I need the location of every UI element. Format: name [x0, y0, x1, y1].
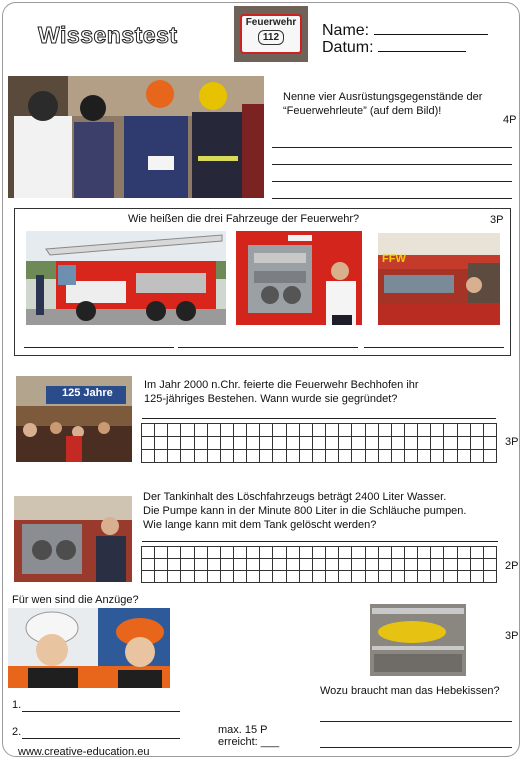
grid-cell[interactable] [247, 450, 260, 463]
grid-cell[interactable] [366, 571, 379, 583]
grid-cell[interactable] [352, 450, 365, 463]
grid-cell[interactable] [208, 559, 221, 571]
grid-cell[interactable] [484, 437, 497, 450]
grid-cell[interactable] [181, 559, 194, 571]
footer-url: www.creative-education.eu [18, 746, 150, 758]
q4-text-line2: Die Pumpe kann in der Minute 800 Liter in die Schläuche pumpen. [143, 505, 467, 517]
grid-cell[interactable] [155, 437, 168, 450]
grid-cell[interactable] [471, 450, 484, 463]
q2-ffw-sign-text: FFW [382, 253, 406, 265]
anniversary-celebration-photo [16, 376, 132, 462]
grid-cell[interactable] [181, 450, 194, 463]
grid-cell[interactable] [444, 547, 457, 559]
grid-cell[interactable] [379, 424, 392, 437]
grid-cell[interactable] [181, 437, 194, 450]
grid-cell[interactable] [300, 450, 313, 463]
grid-cell[interactable] [142, 424, 155, 437]
grid-cell[interactable] [208, 571, 221, 583]
q4-text-line1: Der Tankinhalt des Löschfahrzeugs beträgt 2400 Liter Wasser. [143, 491, 447, 503]
grid-cell[interactable] [234, 559, 247, 571]
max-points-label: max. 15 P [218, 724, 268, 736]
grid-cell[interactable] [379, 559, 392, 571]
grid-cell[interactable] [208, 437, 221, 450]
grid-cell[interactable] [366, 424, 379, 437]
grid-cell[interactable] [195, 450, 208, 463]
grid-cell[interactable] [208, 450, 221, 463]
grid-cell[interactable] [221, 571, 234, 583]
grid-cell[interactable] [300, 437, 313, 450]
emergency-number-sign-photo [234, 6, 308, 62]
grid-cell[interactable] [444, 450, 457, 463]
q3-text-line2: 125-jähriges Bestehen. Wann wurde sie gegründet? [144, 393, 398, 405]
q1-answer-line-4[interactable] [272, 198, 512, 199]
grid-cell[interactable] [392, 437, 405, 450]
q1-text-line2: “Feuerwehrleute” (auf dem Bild)! [283, 105, 442, 117]
grid-cell[interactable] [379, 571, 392, 583]
grid-cell[interactable] [405, 559, 418, 571]
grid-cell[interactable] [418, 571, 431, 583]
grid-cell[interactable] [392, 571, 405, 583]
date-input-line[interactable] [378, 37, 466, 52]
grid-cell[interactable] [300, 547, 313, 559]
grid-cell[interactable] [287, 424, 300, 437]
grid-cell[interactable] [300, 559, 313, 571]
grid-cell[interactable] [352, 437, 365, 450]
grid-cell[interactable] [339, 547, 352, 559]
sign-number: 112 [258, 30, 284, 45]
grid-cell[interactable] [168, 450, 181, 463]
fire-vehicle-photo [378, 233, 500, 325]
grid-cell[interactable] [326, 450, 339, 463]
grid-cell[interactable] [260, 424, 273, 437]
grid-cell[interactable] [168, 437, 181, 450]
grid-cell[interactable] [418, 547, 431, 559]
grid-cell[interactable] [431, 547, 444, 559]
grid-cell[interactable] [484, 424, 497, 437]
grid-cell[interactable] [431, 450, 444, 463]
grid-cell[interactable] [484, 571, 497, 583]
grid-cell[interactable] [221, 424, 234, 437]
q2-answer-line-1[interactable] [24, 347, 174, 348]
grid-cell[interactable] [326, 424, 339, 437]
grid-cell[interactable] [273, 450, 286, 463]
grid-cell[interactable] [471, 547, 484, 559]
fire-truck-equipment-photo [236, 231, 362, 325]
q5-answer-1 [12, 698, 21, 712]
grid-cell[interactable] [195, 424, 208, 437]
grid-cell[interactable] [458, 571, 471, 583]
grid-cell[interactable] [313, 424, 326, 437]
q5-text: Für wen sind die Anzüge? [12, 594, 139, 606]
q1-answer-line-2[interactable] [272, 164, 512, 165]
firefighters-equipment-photo [8, 76, 264, 198]
name-input-line[interactable] [374, 20, 488, 35]
grid-cell[interactable] [142, 559, 155, 571]
lifting-cushion-photo [370, 604, 466, 676]
grid-cell[interactable] [234, 424, 247, 437]
grid-cell[interactable] [405, 424, 418, 437]
grid-cell[interactable] [221, 450, 234, 463]
grid-cell[interactable] [247, 559, 260, 571]
q4-text [143, 490, 466, 532]
grid-cell[interactable] [326, 571, 339, 583]
grid-cell[interactable] [287, 571, 300, 583]
grid-cell[interactable] [313, 437, 326, 450]
grid-cell[interactable] [195, 571, 208, 583]
grid-cell[interactable] [405, 547, 418, 559]
grid-cell[interactable] [444, 559, 457, 571]
grid-cell[interactable] [484, 450, 497, 463]
q1-text [283, 90, 482, 118]
grid-cell[interactable] [142, 450, 155, 463]
q2-answer-line-3[interactable] [364, 347, 504, 348]
grid-cell[interactable] [221, 559, 234, 571]
grid-cell[interactable] [379, 450, 392, 463]
grid-cell[interactable] [155, 424, 168, 437]
grid-cell[interactable] [181, 571, 194, 583]
grid-cell[interactable] [208, 547, 221, 559]
grid-cell[interactable] [339, 424, 352, 437]
q5-answer-line-1[interactable] [22, 711, 180, 712]
grid-cell[interactable] [287, 437, 300, 450]
grid-cell[interactable] [181, 547, 194, 559]
grid-cell[interactable] [326, 547, 339, 559]
grid-cell[interactable] [352, 424, 365, 437]
grid-cell[interactable] [484, 547, 497, 559]
q4-calculation-grid[interactable] [141, 546, 497, 583]
grid-cell[interactable] [458, 547, 471, 559]
grid-cell[interactable] [313, 571, 326, 583]
grid-cell[interactable] [418, 437, 431, 450]
grid-cell[interactable] [339, 559, 352, 571]
grid-cell[interactable] [366, 559, 379, 571]
grid-cell[interactable] [431, 424, 444, 437]
grid-cell[interactable] [339, 571, 352, 583]
grid-cell[interactable] [260, 547, 273, 559]
q3-text [144, 378, 419, 406]
grid-cell[interactable] [273, 547, 286, 559]
grid-cell[interactable] [405, 571, 418, 583]
grid-cell[interactable] [458, 437, 471, 450]
grid-cell[interactable] [326, 559, 339, 571]
grid-cell[interactable] [444, 571, 457, 583]
grid-cell[interactable] [471, 437, 484, 450]
grid-cell[interactable] [155, 559, 168, 571]
sign-plate [240, 14, 302, 54]
grid-cell[interactable] [405, 437, 418, 450]
grid-cell[interactable] [234, 571, 247, 583]
grid-cell[interactable] [287, 450, 300, 463]
worksheet-title: Wissenstest [38, 22, 178, 48]
grid-cell[interactable] [168, 424, 181, 437]
q3-banner-text: 125 Jahre [62, 387, 113, 399]
grid-cell[interactable] [208, 424, 221, 437]
grid-cell[interactable] [234, 547, 247, 559]
grid-cell[interactable] [247, 571, 260, 583]
grid-cell[interactable] [444, 437, 457, 450]
q1-answer-line-3[interactable] [272, 181, 512, 182]
grid-cell[interactable] [221, 547, 234, 559]
grid-cell[interactable] [155, 547, 168, 559]
grid-cell[interactable] [366, 437, 379, 450]
grid-cell[interactable] [247, 437, 260, 450]
q6-answer-line-2[interactable] [320, 747, 512, 748]
grid-cell[interactable] [339, 450, 352, 463]
grid-cell[interactable] [392, 424, 405, 437]
q3-calculation-grid[interactable] [141, 423, 497, 463]
grid-cell[interactable] [405, 450, 418, 463]
grid-cell[interactable] [260, 559, 273, 571]
grid-cell[interactable] [142, 547, 155, 559]
grid-cell[interactable] [260, 571, 273, 583]
grid-cell[interactable] [418, 424, 431, 437]
q5-answer-2-label: 2. [12, 726, 22, 738]
grid-cell[interactable] [300, 571, 313, 583]
grid-cell[interactable] [287, 559, 300, 571]
grid-cell[interactable] [221, 437, 234, 450]
grid-cell[interactable] [418, 559, 431, 571]
grid-cell[interactable] [247, 424, 260, 437]
grid-cell[interactable] [352, 571, 365, 583]
q1-text-line1: Nenne vier Ausrüstungsgegenstände der [283, 91, 483, 103]
grid-cell[interactable] [392, 559, 405, 571]
grid-cell[interactable] [339, 437, 352, 450]
q4-points: 2P [505, 560, 519, 572]
grid-cell[interactable] [234, 437, 247, 450]
grid-cell[interactable] [431, 571, 444, 583]
q6-text: Wozu braucht man das Hebekissen? [320, 685, 500, 697]
q3-text-line1: Im Jahr 2000 n.Chr. feierte die Feuerwehr Bechhofen ihr [144, 379, 419, 391]
grid-cell[interactable] [471, 571, 484, 583]
grid-cell[interactable] [168, 571, 181, 583]
sign-text: Feuerwehr [245, 17, 297, 28]
grid-cell[interactable] [300, 424, 313, 437]
name-label: Name: [322, 22, 370, 39]
grid-cell[interactable] [366, 547, 379, 559]
grid-cell[interactable] [273, 571, 286, 583]
grid-cell[interactable] [471, 424, 484, 437]
grid-cell[interactable] [234, 450, 247, 463]
grid-cell[interactable] [458, 559, 471, 571]
grid-cell[interactable] [195, 437, 208, 450]
grid-cell[interactable] [431, 559, 444, 571]
achieved-points-label: erreicht: ___ [218, 736, 280, 748]
grid-cell[interactable] [155, 571, 168, 583]
q5-answer-line-2[interactable] [22, 738, 180, 739]
q3-points: 3P [505, 436, 519, 448]
grid-cell[interactable] [458, 450, 471, 463]
grid-cell[interactable] [352, 547, 365, 559]
grid-cell[interactable] [273, 559, 286, 571]
q6-answer-line-1[interactable] [320, 721, 512, 722]
date-label: Datum: [322, 39, 374, 56]
q2-answer-line-2[interactable] [178, 347, 358, 348]
grid-cell[interactable] [313, 547, 326, 559]
ladder-truck-photo [26, 231, 226, 325]
grid-cell[interactable] [458, 424, 471, 437]
grid-cell[interactable] [313, 559, 326, 571]
q5-answer-2 [12, 725, 21, 739]
grid-cell[interactable] [392, 547, 405, 559]
grid-cell[interactable] [287, 547, 300, 559]
q4-answer-line[interactable] [142, 541, 498, 542]
grid-cell[interactable] [142, 571, 155, 583]
q1-points: 4P [503, 114, 517, 126]
grid-cell[interactable] [379, 437, 392, 450]
grid-cell[interactable] [366, 450, 379, 463]
date-field [322, 37, 466, 57]
grid-cell[interactable] [260, 437, 273, 450]
pump-equipment-photo [14, 496, 132, 582]
children-helmets-photo [8, 608, 170, 688]
grid-cell[interactable] [444, 424, 457, 437]
q2-text: Wie heißen die drei Fahrzeuge der Feuerwehr? [128, 213, 360, 225]
grid-cell[interactable] [142, 437, 155, 450]
grid-cell[interactable] [195, 547, 208, 559]
q2-points: 3P [490, 214, 504, 226]
grid-cell[interactable] [260, 450, 273, 463]
q1-answer-line-1[interactable] [272, 147, 512, 148]
q6-points: 3P [505, 630, 519, 642]
q3-answer-line[interactable] [142, 418, 496, 419]
grid-cell[interactable] [273, 424, 286, 437]
q5-answer-1-label: 1. [12, 699, 22, 711]
q4-text-line3: Wie lange kann mit dem Tank gelöscht werden? [143, 519, 377, 531]
grid-cell[interactable] [313, 450, 326, 463]
grid-cell[interactable] [168, 547, 181, 559]
grid-cell[interactable] [471, 559, 484, 571]
grid-cell[interactable] [392, 450, 405, 463]
grid-cell[interactable] [195, 559, 208, 571]
grid-cell[interactable] [326, 437, 339, 450]
grid-cell[interactable] [273, 437, 286, 450]
grid-cell[interactable] [418, 450, 431, 463]
grid-cell[interactable] [155, 450, 168, 463]
grid-cell[interactable] [379, 547, 392, 559]
grid-cell[interactable] [168, 559, 181, 571]
grid-cell[interactable] [431, 437, 444, 450]
grid-cell[interactable] [247, 547, 260, 559]
grid-cell[interactable] [484, 559, 497, 571]
grid-cell[interactable] [181, 424, 194, 437]
grid-cell[interactable] [352, 559, 365, 571]
